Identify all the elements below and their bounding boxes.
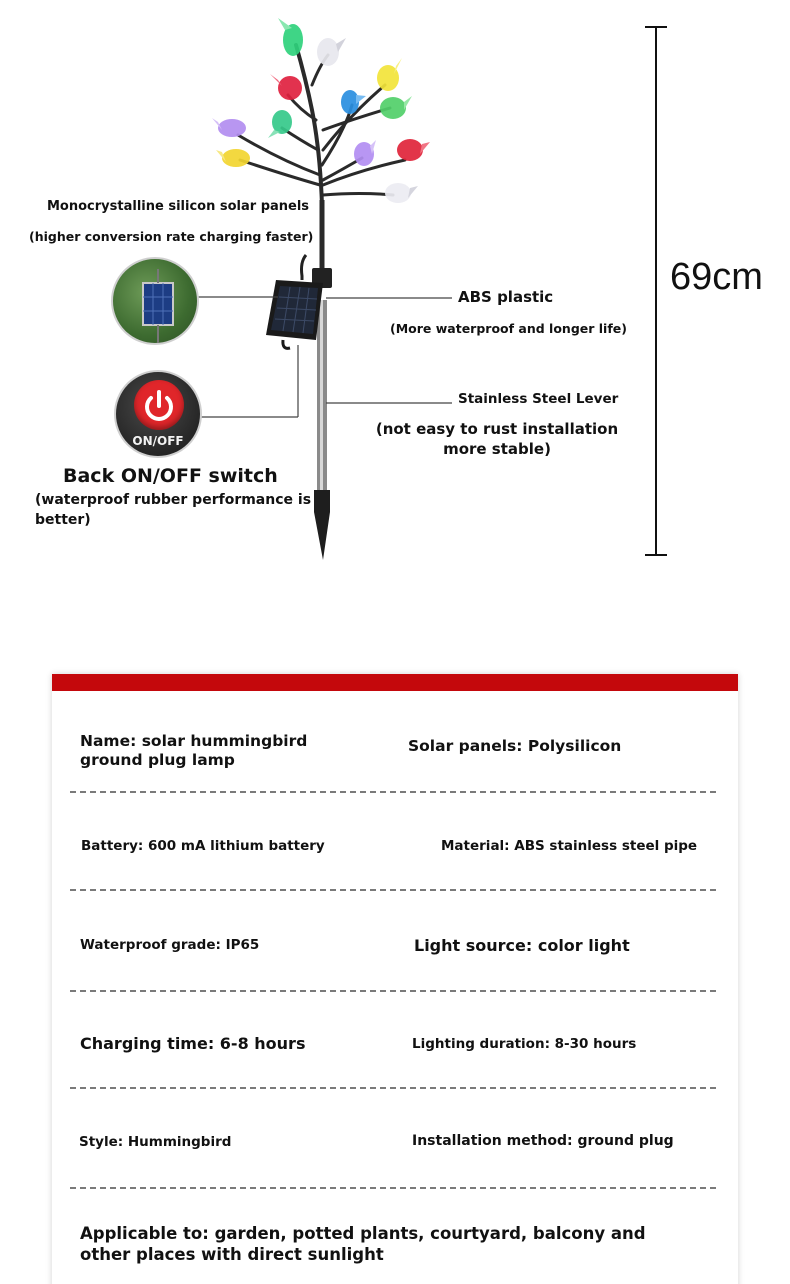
spec-divider <box>70 889 716 891</box>
bird-red-left <box>270 74 302 100</box>
spec-installation: Installation method: ground plug <box>412 1133 674 1149</box>
abs-plastic-sublabel: (More waterproof and longer life) <box>390 321 627 336</box>
spec-waterproof: Waterproof grade: IP65 <box>80 937 260 953</box>
bird-white-right <box>385 183 418 203</box>
switch-label: Back ON/OFF switch <box>63 465 278 487</box>
bird-purple-right <box>354 140 376 166</box>
bird-blue-middle <box>341 90 366 114</box>
switch-button-text: ON/OFF <box>132 434 184 448</box>
bird-purple-left <box>212 118 246 137</box>
product-illustration <box>0 0 790 600</box>
height-dimension-bar <box>645 27 667 555</box>
bird-green-right <box>380 96 412 119</box>
height-label: 69cm <box>670 256 763 298</box>
bird-yellow-left <box>216 149 250 167</box>
spec-solar-panels: Solar panels: Polysilicon <box>408 737 622 755</box>
spec-divider <box>70 1187 716 1189</box>
spec-light-source: Light source: color light <box>414 936 630 955</box>
solar-panel-closeup <box>111 257 199 345</box>
switch-sublabel: (waterproof rubber performance is better) <box>35 492 312 528</box>
abs-plastic-label: ABS plastic <box>458 288 554 306</box>
bird-green-top <box>278 18 303 56</box>
spec-applicable: Applicable to: garden, potted plants, courtyard, balcony and other places with direct sunlight <box>80 1224 646 1264</box>
spec-card-accent-bar <box>52 674 738 691</box>
spec-name: Name: solar hummingbird ground plug lamp <box>80 732 308 769</box>
spec-battery: Battery: 600 mA lithium battery <box>81 838 325 854</box>
panel-cable <box>302 255 307 280</box>
spec-divider <box>70 791 716 793</box>
bird-red-right <box>397 139 430 161</box>
bird-yellow-top <box>377 58 402 91</box>
power-icon <box>134 380 184 430</box>
spec-card <box>52 674 738 1284</box>
steel-lever-label: Stainless Steel Lever <box>458 391 619 407</box>
solar-panel-box <box>266 280 323 348</box>
steel-lever-sublabel: (not easy to rust installation more stable) <box>375 420 619 458</box>
on-off-switch-closeup <box>114 370 202 458</box>
bird-white-top <box>317 38 346 66</box>
spec-charging-time: Charging time: 6-8 hours <box>80 1034 306 1053</box>
spec-divider <box>70 990 716 992</box>
spec-lighting-duration: Lighting duration: 8-30 hours <box>412 1036 637 1052</box>
tree-branches <box>238 45 405 205</box>
spec-style: Style: Hummingbird <box>79 1134 232 1150</box>
solar-panel-label: Monocrystalline silicon solar panels <box>47 199 310 214</box>
spec-material: Material: ABS stainless steel pipe <box>441 838 698 854</box>
solar-panel-sublabel: (higher conversion rate charging faster) <box>29 229 314 244</box>
spec-divider <box>70 1087 716 1089</box>
